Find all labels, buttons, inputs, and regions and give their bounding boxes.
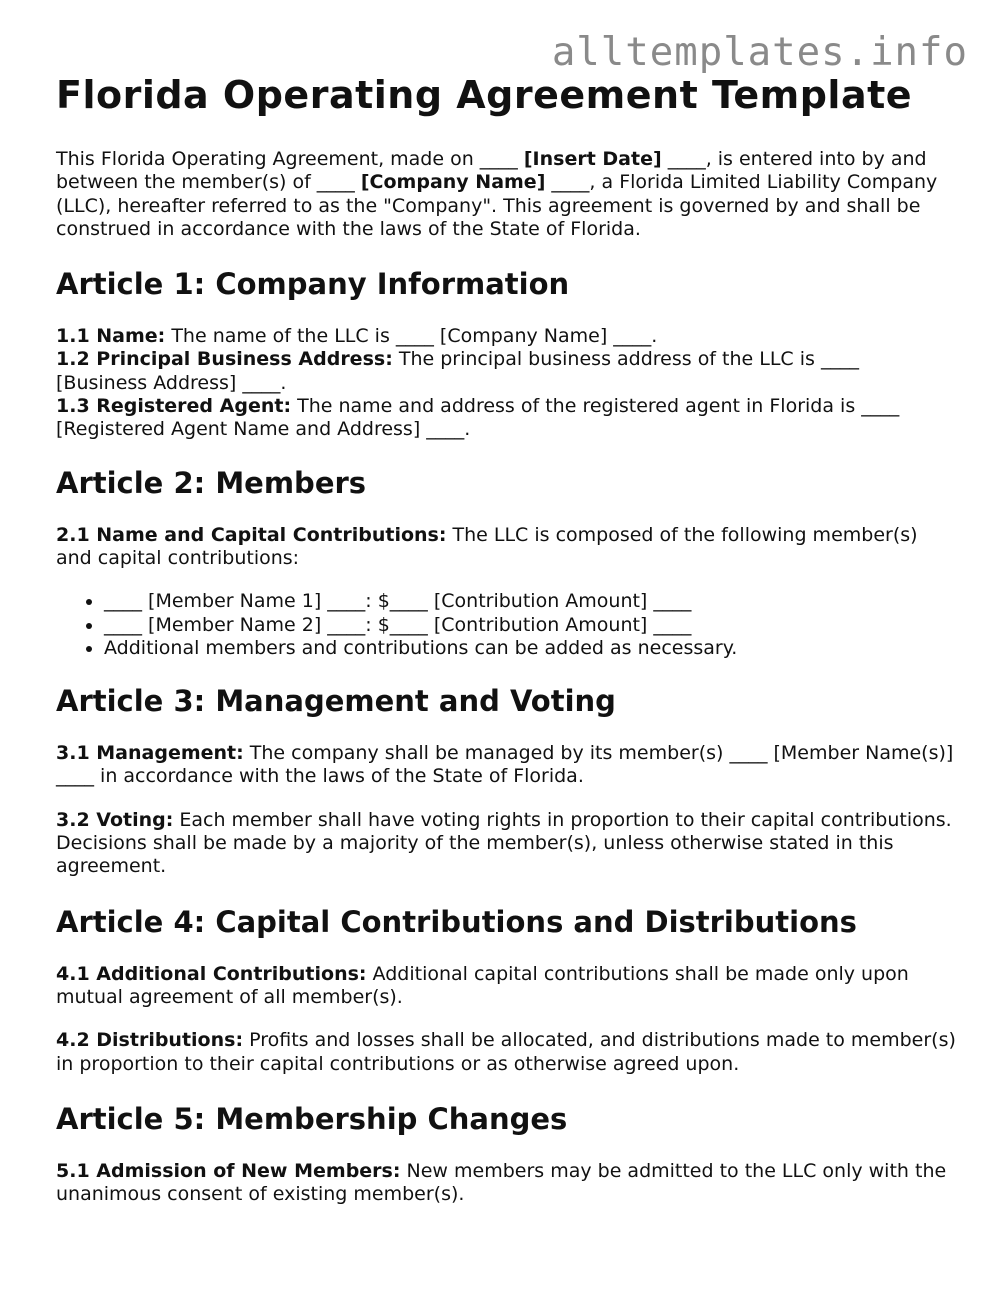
clause-text: Profits and losses shall be allocated, and distributions made to member(s) in proportion to their capital contributions or as otherwise agreed upon. <box>56 1029 956 1075</box>
clause-text: The name of the LLC is ____ [Company Name] ____. <box>165 325 658 348</box>
member-list-item: • ____ [Member Name 1] ____: $____ [Contribution Amount] ____ <box>104 590 956 613</box>
insert-date-placeholder: [Insert Date] <box>523 148 662 170</box>
clause-label: 1.2 Principal Business Address: <box>56 348 393 371</box>
article-4-heading: Article 4: Capital Contributions and Distributions <box>56 904 857 939</box>
clause-1-3 <box>56 395 956 442</box>
clause-label: 4.1 Additional Contributions: <box>56 962 367 985</box>
clause-text: Additional capital contributions shall be made only upon mutual agreement of all member(s). <box>56 962 909 1008</box>
clause-1-2 <box>56 348 956 395</box>
intro-text-3: ____, a Florida Limited Liability Company (LLC), hereafter referred to as the "Company". This agreement is governed by and shall be construed in accordance with the laws of the State of Florida. <box>56 171 938 240</box>
member-list <box>56 590 956 660</box>
clause-3-1 <box>56 742 956 789</box>
watermark: alltemplates.info <box>551 30 968 75</box>
intro-paragraph <box>56 148 956 241</box>
article-1-heading: Article 1: Company Information <box>56 267 570 302</box>
clause-label: 1.1 Name: <box>56 325 166 348</box>
member-list-item: • Additional members and contributions can be added as necessary. <box>104 637 956 660</box>
clause-label: 2.1 Name and Capital Contributions: <box>56 523 447 546</box>
clause-label: 3.1 Management: <box>56 742 244 765</box>
article-3-heading: Article 3: Management and Voting <box>56 684 616 719</box>
clause-label: 1.3 Registered Agent: <box>56 395 292 418</box>
intro-text-2: ____, is entered into by and between the member(s) of ____ <box>56 148 927 194</box>
clause-4-1 <box>56 963 956 1010</box>
clause-label: 4.2 Distributions: <box>56 1029 244 1052</box>
clause-label: 5.1 Admission of New Members: <box>56 1159 401 1182</box>
article-1-clauses <box>56 325 956 441</box>
article-5-heading: Article 5: Membership Changes <box>56 1101 568 1136</box>
article-2-heading: Article 2: Members <box>56 465 367 500</box>
company-name-placeholder: [Company Name] <box>360 171 546 194</box>
clause-text: The LLC is composed of the following member(s) and capital contributions: <box>56 523 918 569</box>
clause-2-1 <box>56 524 956 571</box>
document-page <box>56 72 956 1226</box>
clause-1-1 <box>56 325 956 348</box>
clause-text: Each member shall have voting rights in proportion to their capital contributions. Decisions shall be made by a majority of the member(s), unless otherwise stated in this agreement. <box>56 808 952 878</box>
clause-5-1 <box>56 1160 956 1207</box>
clause-4-2 <box>56 1029 956 1076</box>
intro-text-1: This Florida Operating Agreement, made on ____ <box>56 148 524 170</box>
clause-label: 3.2 Voting: <box>56 808 174 831</box>
document-title: Florida Operating Agreement Template <box>56 73 913 117</box>
clause-text: The name and address of the registered agent in Florida is ____ [Registered Agent Name and Address] ____. <box>56 395 900 441</box>
clause-3-2 <box>56 809 956 879</box>
member-list-item: • ____ [Member Name 2] ____: $____ [Contribution Amount] ____ <box>104 614 956 637</box>
clause-text: New members may be admitted to the LLC only with the unanimous consent of existing member(s). <box>56 1159 947 1206</box>
clause-text: The principal business address of the LLC is ____ [Business Address] ____. <box>56 348 859 394</box>
clause-text: The company shall be managed by its member(s) ____ [Member Name(s)] ____ in accordance with the laws of the State of Florida. <box>56 742 954 788</box>
